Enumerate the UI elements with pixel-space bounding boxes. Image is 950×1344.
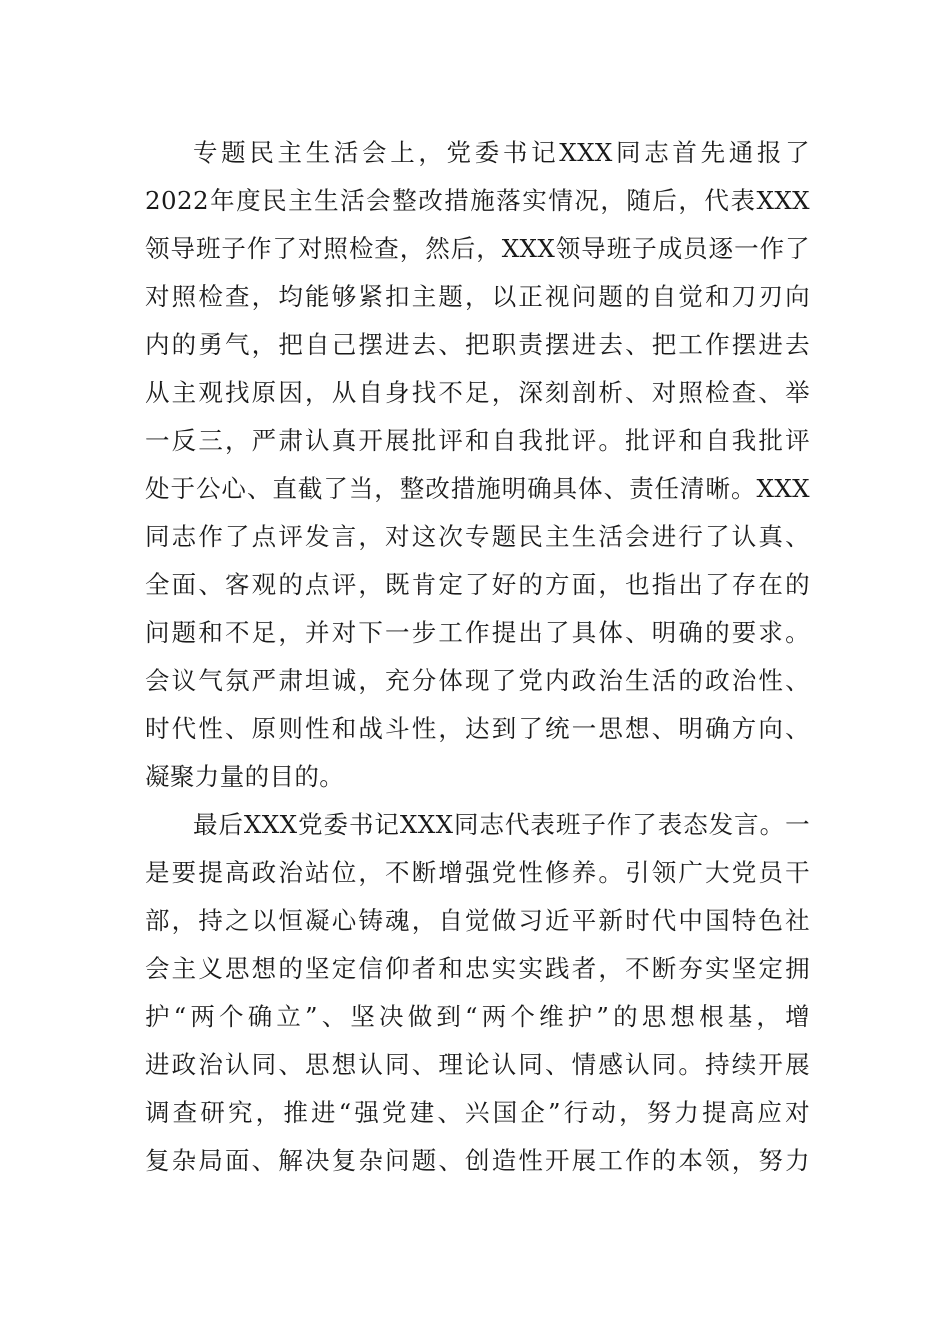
text-line: 最后XXX党委书记XXX同志代表班子作了表态发言。一 — [193, 810, 810, 839]
text-line: 复杂局面、解决复杂问题、创造性开展工作的本领，努力 — [145, 1146, 810, 1175]
text-line: 从主观找原因，从自身找不足，深刻剖析、对照检查、举 — [145, 378, 810, 407]
text-line: 护“两个确立”、坚决做到“两个维护”的思想根基，增 — [145, 1002, 810, 1031]
text-line: 问题和不足，并对下一步工作提出了具体、明确的要求。 — [145, 618, 810, 647]
text-line: 全面、客观的点评，既肯定了好的方面，也指出了存在的 — [145, 570, 810, 599]
text-line: 进政治认同、思想认同、理论认同、情感认同。持续开展 — [145, 1050, 810, 1079]
text-line: 时代性、原则性和战斗性，达到了统一思想、明确方向、 — [145, 714, 810, 743]
text-line: 领导班子作了对照检查，然后，XXX领导班子成员逐一作了 — [145, 234, 810, 263]
text-line: 2022年度民主生活会整改措施落实情况，随后，代表XXX — [145, 186, 810, 215]
text-line: 调查研究，推进“强党建、兴国企”行动，努力提高应对 — [145, 1098, 810, 1127]
text-line: 一反三，严肃认真开展批评和自我批评。批评和自我批评 — [145, 426, 810, 455]
text-line: 同志作了点评发言，对这次专题民主生活会进行了认真、 — [145, 522, 810, 551]
text-line: 内的勇气，把自己摆进去、把职责摆进去、把工作摆进去 — [145, 330, 810, 359]
text-line: 凝聚力量的目的。 — [145, 762, 345, 791]
text-line: 会主义思想的坚定信仰者和忠实实践者，不断夯实坚定拥 — [145, 954, 810, 983]
text-line: 部，持之以恒凝心铸魂，自觉做习近平新时代中国特色社 — [145, 906, 810, 935]
text-line: 处于公心、直截了当，整改措施明确具体、责任清晰。XXX — [145, 474, 810, 503]
text-line: 专题民主生活会上，党委书记XXX同志首先通报了 — [193, 138, 810, 167]
text-line: 对照检查，均能够紧扣主题，以正视问题的自觉和刀刃向 — [145, 282, 810, 311]
text-line: 是要提高政治站位，不断增强党性修养。引领广大党员干 — [145, 858, 810, 887]
text-line: 会议气氛严肃坦诚，充分体现了党内政治生活的政治性、 — [145, 666, 810, 695]
